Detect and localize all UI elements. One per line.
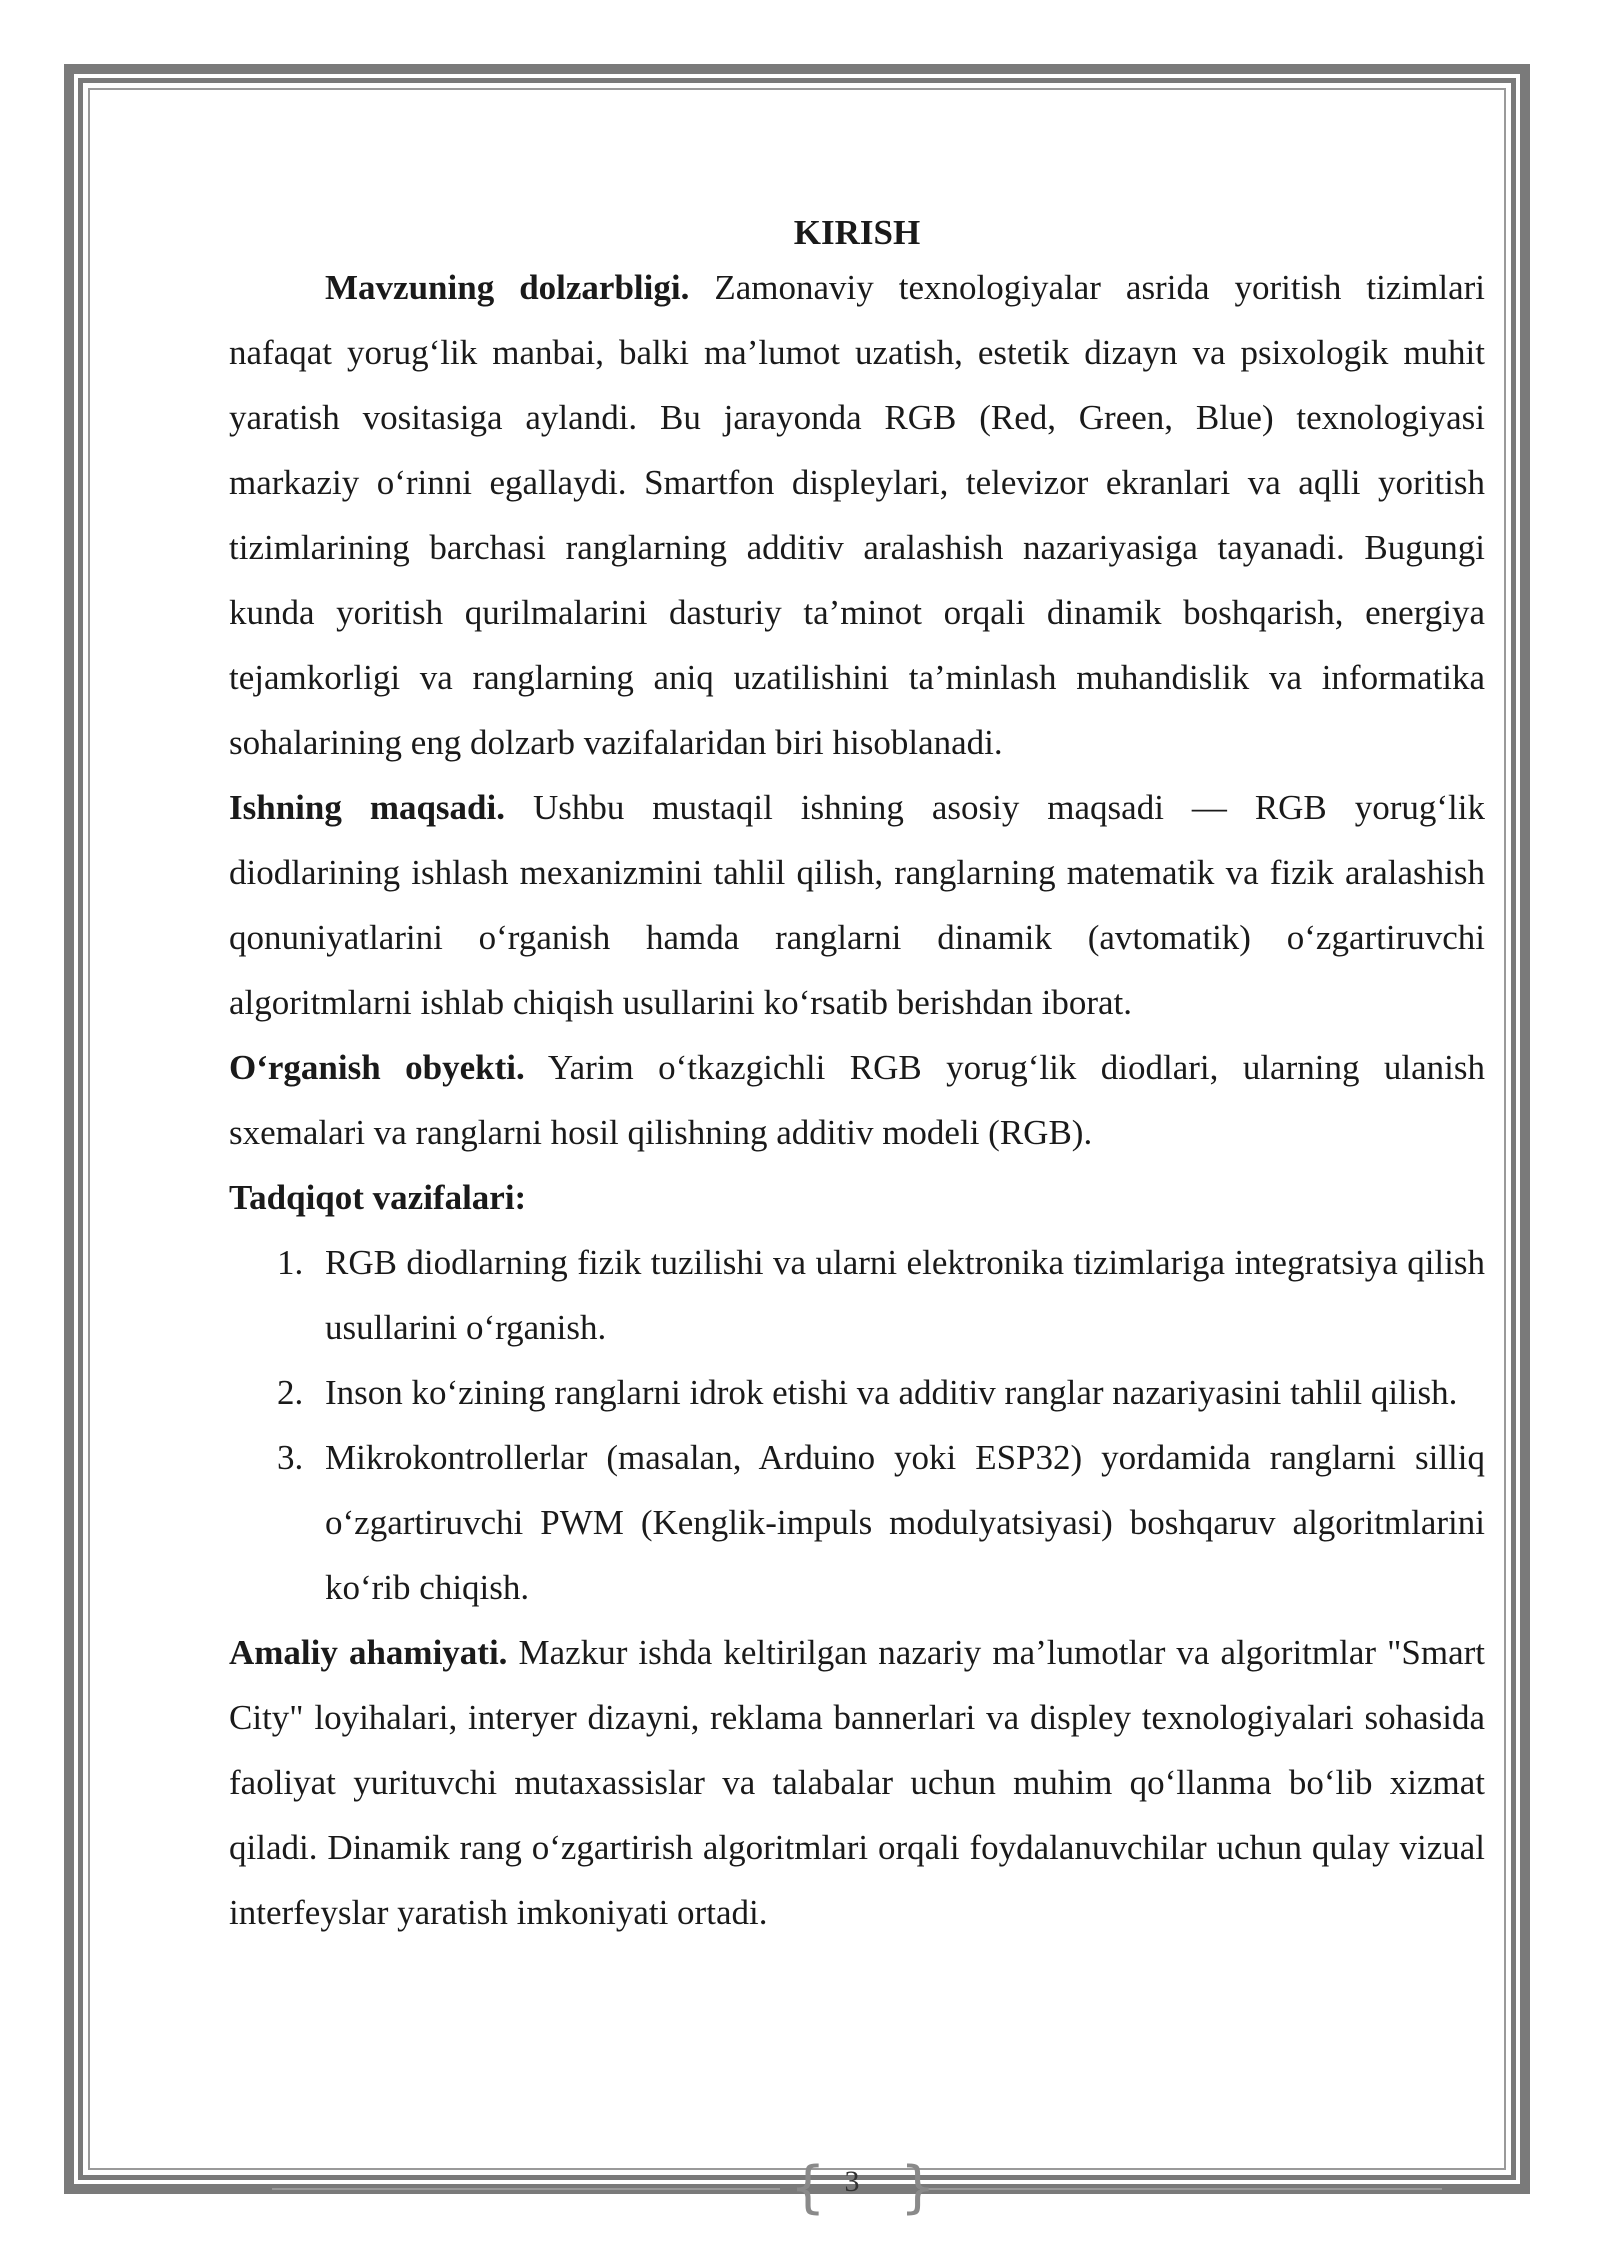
list-item (277, 1425, 1485, 1620)
heading-vazifalar (229, 1165, 1485, 1230)
paragraph-maqsad (229, 775, 1485, 1035)
list-item-text: Mikrokontrollerlar (masalan, Arduino yoki ESP32) yordamida ranglarni silliq o‘zgartiruvchi PWM (Kenglik-impuls modulyatsiyasi) boshqaruv algoritmlarini ko‘rib chiqish. (325, 1438, 1485, 1607)
list-item-text: Inson ko‘zining ranglarni idrok etishi va additiv ranglar nazariyasini tahlil qilish. (325, 1373, 1458, 1412)
lead-maqsad: Ishning maqsadi. (229, 788, 505, 827)
lead-ahamiyat: Amaliy ahamiyati. (229, 1633, 508, 1672)
list-item-number: 1. (277, 1243, 304, 1282)
text-maqsad: Ushbu mustaqil ishning asosiy maqsadi — RGB yorug‘lik diodlarining ishlash mexanizmini tahlil qilish, ranglarning matematik va fizik aralashish qonuniyatlarini o‘rganish hamda ranglarni dinamik (avtomatik) o‘zgartiruvchi algoritmlarni ishlab chiqish usullarini ko‘rsatib berishdan iborat. (229, 788, 1485, 1022)
list-item-number: 2. (277, 1373, 304, 1412)
paragraph-ahamiyat (229, 1620, 1485, 1945)
paragraph-dolzarblik (229, 255, 1485, 775)
text-ahamiyat: Mazkur ishda keltirilgan nazariy ma’lumotlar va algoritmlar "Smart City" loyihalari, interyer dizayni, reklama bannerlari va displey texnologiyalari sohasida faoliyat yurituvchi mutaxassislar va talabalar uchun muhim qo‘llanma bo‘lib xizmat qiladi. Dinamik rang o‘zgartirish algoritmlari orqali foydalanuvchilar uchun qulay vizual interfeyslar yaratish imkoniyati ortadi. (229, 1633, 1486, 1932)
footer-rule-right (920, 2188, 1442, 2190)
right-brace-icon: } (900, 2155, 936, 2220)
list-item (277, 1360, 1485, 1425)
tasks-list (229, 1230, 1485, 1620)
text-dolzarblik: Zamonaviy texnologiyalar asrida yoritish tizimlari nafaqat yorug‘lik manbai, balki ma’lumot uzatish, estetik dizayn va psixologik muhit yaratish vositasiga aylandi. Bu jarayonda RGB (Red, Green, Blue) texnologiyasi markaziy o‘rinni egallaydi. Smartfon displeylari, televizor ekranlari va aqlli yoritish tizimlarining barchasi ranglarning additiv aralashish nazariyasiga tayanadi. Bugungi kunda yoritish qurilmalarini dasturiy ta’minot orqali dinamik boshqarish, energiya tejamkorligi va ranglarning aniq uzatilishini ta’minlash muhandislik va informatika sohalarining eng dolzarb vazifalaridan biri hisoblanadi. (229, 268, 1485, 762)
list-item (277, 1230, 1485, 1360)
page-content (229, 210, 1485, 1945)
list-item-text: RGB diodlarning fizik tuzilishi va ularni elektronika tizimlariga integratsiya qilish usullarini o‘rganish. (325, 1243, 1485, 1347)
paragraph-obyekt (229, 1035, 1485, 1165)
lead-vazifalar: Tadqiqot vazifalari: (229, 1178, 527, 1217)
lead-dolzarblik: Mavzuning dolzarbligi. (325, 268, 690, 307)
list-item-number: 3. (277, 1438, 304, 1477)
lead-obyekt: O‘rganish obyekti. (229, 1048, 525, 1087)
text-obyekt: Yarim o‘tkazgichli RGB yorug‘lik diodlari, ularning ulanish sxemalari va ranglarni hosil qilishning additiv modeli (RGB). (229, 1048, 1485, 1152)
left-brace-icon: { (790, 2155, 826, 2220)
page-number: 3 (844, 2165, 860, 2198)
section-title: KIRISH (793, 213, 921, 252)
footer-rule-left (272, 2188, 780, 2190)
